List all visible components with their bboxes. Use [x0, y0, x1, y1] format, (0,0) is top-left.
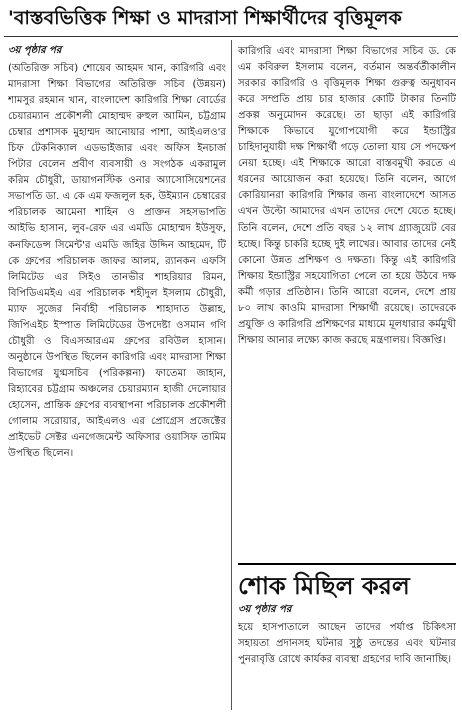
left-column [8, 44, 226, 709]
right-column-body: কারিগরি এবং মাদরাসা শিক্ষা বিভাগের সচিব ড. কে এম কবিরুল ইসলাম বলেন, বর্তমান অন্তর্বর্তীকালীন সরকার কারিগরি ও বৃত্তিমূলক শিক্ষা গুরুত্ব অনুধাবন করে সম্প্রতি প্রায় চার হাজার কোটি টাকার তিনটি প্রকল্প অনুমোদন করেছে। তা ছাড়া এই কারিগরি শিক্ষাকে কিভাবে যুগোপযোগী করে ইন্ডাস্ট্রির চাহিদানুযায়ী দক্ষ শিক্ষার্থী গড়ে তোলা যায় সে পদক্ষেপ নেয়া হচ্ছে। এই শিক্ষাকে আরো বাস্তবমুখী করতে এ ধরনের আয়োজন করা হয়েছে। তিনি বলেন, আগে কোরিয়ানরা কারিগরি শিক্ষার জন্য বাংলাদেশে আসত এখন উল্টো আমাদের এখন তাদের দেশে যেতে হচ্ছে। তিনি বলেন, দেশে প্রতি বছর ১২ লাখ গ্র্যাজুয়েট বের হচ্ছে। কিন্তু চাকরি হচ্ছে দুই লাখের। আবার তাদের নেই কোনো উন্নত প্রশিক্ষণ ও দক্ষতা। কিন্তু এই কারিগরি শিক্ষায় ইন্ডাস্ট্রির সহযোগিতা পেলে তা হয়ে উঠবে দক্ষ কর্মী গড়ার প্রতিষ্ঠান। তিনি আরো বলেন, দেশে প্রায় ৮০ লাখ কাওমি মাদরাসা শিক্ষার্থী রয়েছে। তাদেরকে প্রযুক্তি ও কারিগরি প্রশিক্ষণের মাধ্যমে মূলধারার কর্মমুখী শিক্ষায় আনার লক্ষ্যে কাজ করছে মন্ত্রণালয়। বিজ্ঞপ্তি। [238, 46, 456, 346]
sub-continued-from-label: ৩য় পৃষ্ঠার পর [238, 604, 292, 615]
left-column-body: (অতিরিক্ত সচিব) শোয়েব আহমদ খান, কারিগরি এবং মাদরাসা শিক্ষা বিভাগের অতিরিক্ত সচিব (উন্নয়ন) শামসুর রহমান খান, বাংলাদেশ কারিগরি শিক্ষা বোর্ডের চেয়ারম্যান প্রকৌশলী মোহাম্মদ রুহুল আমিন, চট্টগ্রাম চেম্বার প্রশাসক মুহাম্মদ আনোয়ার পাশা, আইএলও'র চিফ টেকনিক্যাল এডভাইজার এবং অফিস ইনচার্জ পিটার বেলেন প্রবীণ ব্যবসায়ী ও সংগঠক একরামুল করিম চৌধুরী, ডায়াগনস্টিক ওনার অ্যাসোসিয়েশনের সভাপতি ডা. এ কে এম ফজলুল হক, উইম্যান চেম্বারের পরিচালক আমেনা শাহিন ও প্রাক্তন সহসভাপতি আইভি হাসান, লুব-রেফ এর এমডি মোহাম্মদ ইউসুফ, কনফিডেন্স সিমেন্ট'র এমডি জহির উদ্দিন আহমেদ, টি কে গ্রুপের পরিচালক জাফর আলম, র‍্যানকন এফসি লিমিটেড এর সিইও তানভীর শাহরিয়ার রিমন, বিপিডিএমইএ এর পরিচালক শহীদুল ইসলাম চৌধুরী, ম্যাফ সুজের নির্বাহী পরিচালক শাহাদাত উল্লাহ, জিপিএইচ ইস্পাত লিমিটেডের উপদেষ্টা ওসমান গণি চৌধুরী ও বিএসআরএম গ্রুপের রবিউল হাসান। অনুষ্ঠানে উপস্থিত ছিলেন কারিগরি এবং মাদরাসা শিক্ষা বিভাগের যুগ্মসচিব (পরিকল্পনা) ফাতেমা জাহান, রিহ্যাবের চট্টগ্রাম অঞ্চলের চেয়ারম্যান হাজী দেলোয়ার হোসেন, প্রান্তিক গ্রুপের ব্যবস্থাপনা পরিচালক প্রকৌশলী গোলাম সরোয়ার, আইএলও এর প্রোগ্রেস প্রজেক্টের প্রাইভেট সেক্টর এনগেজমেন্ট অফিসার ওয়াসিফ তামিম উপস্থিত ছিলেন। [8, 63, 226, 460]
sub-article-headline: শোক মিছিল করল [238, 572, 410, 600]
right-column [238, 44, 456, 700]
continued-from-label: ৩য় পৃষ্ঠার পর [8, 45, 62, 56]
article-headline: 'বাস্তবভিত্তিক শিক্ষা ও মাদরাসা শিক্ষার্থীদের বৃত্তিমূলক [8, 7, 402, 29]
sub-article-body: হয়ে হাসপাতালে আছেন তাদের পর্যাপ্ত চিকিৎসা সহায়তা প্রদানসহ ঘটনার সুষ্ঠু তদন্তের এবং ঘটনার পুনরাবৃত্তি রোধে কার্যকর ব্যবস্থা গ্রহণের দাবি জানাচ্ছি। [238, 622, 456, 666]
sub-article-rule [238, 563, 456, 565]
headline-rule [4, 36, 458, 37]
column-divider [231, 40, 232, 710]
